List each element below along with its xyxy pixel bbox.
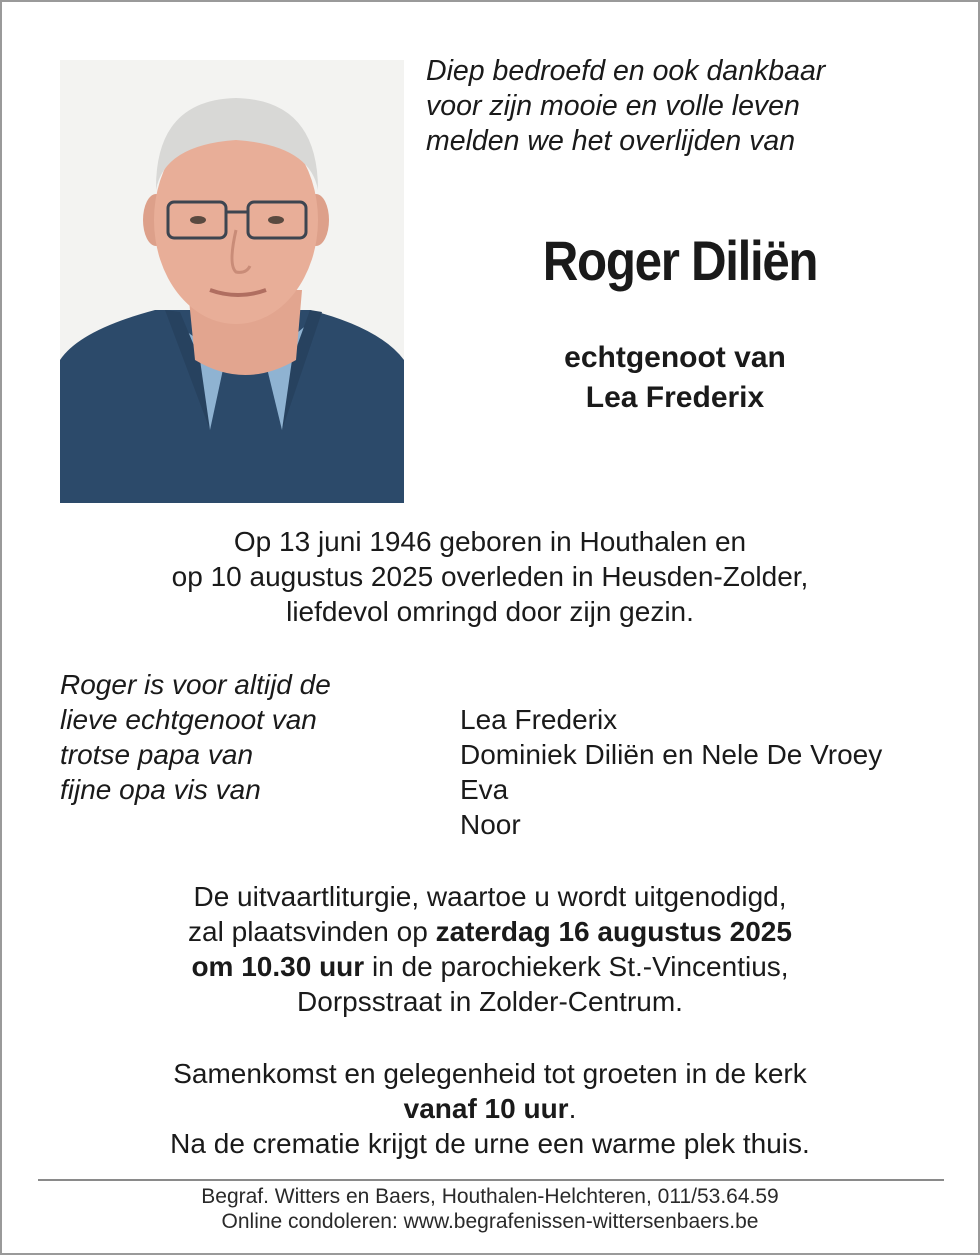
family-intro-row — [60, 667, 940, 702]
intro-line: Diep bedroefd en ook dankbaar — [426, 55, 826, 87]
spouse-relation: echtgenoot van — [564, 341, 786, 374]
family-member: Eva — [460, 774, 509, 805]
family-row — [60, 772, 940, 807]
gathering-time-suffix: . — [568, 1093, 577, 1124]
funeral-location: in de parochiekerk St.-Vincentius, — [364, 951, 789, 982]
funeral-line: De uitvaartliturgie, waartoe u wordt uitgenodigd, — [193, 881, 787, 912]
gathering-line: Samenkomst en gelegenheid tot groeten in de kerk — [173, 1058, 807, 1089]
funeral-home: Begraf. Witters en Baers, Houthalen-Helchteren, 011/53.64.59 — [201, 1185, 779, 1208]
spouse-block — [442, 338, 908, 418]
family-list — [60, 667, 940, 842]
funeral-date-prefix: zal plaatsvinden op — [188, 916, 436, 947]
cremation-line: Na de crematie krijgt de urne een warme plek thuis. — [170, 1128, 810, 1159]
family-member: Noor — [460, 809, 521, 840]
funeral-address: Dorpsstraat in Zolder-Centrum. — [297, 986, 683, 1017]
funeral-details — [2, 879, 978, 1019]
family-relation: trotse papa van — [60, 739, 254, 770]
funeral-time: om 10.30 uur — [191, 951, 365, 982]
portrait-photo — [60, 60, 404, 503]
family-member: Dominiek Diliën en Nele De Vroey — [460, 739, 883, 770]
family-line: liefdevol omringd door zijn gezin. — [286, 596, 694, 627]
family-row — [60, 807, 940, 842]
family-intro: Roger is voor altijd de — [60, 669, 331, 700]
family-relation — [60, 807, 460, 842]
family-row — [60, 702, 940, 737]
funeral-date-line — [2, 914, 978, 949]
family-member: Lea Frederix — [460, 704, 618, 735]
family-row — [60, 737, 940, 772]
intro-line: voor zijn mooie en volle leven — [426, 90, 800, 122]
gathering-time: vanaf 10 uur — [403, 1093, 569, 1124]
footer-divider — [38, 1179, 944, 1181]
spouse-name: Lea Frederix — [585, 381, 765, 414]
gathering-details — [2, 1056, 978, 1161]
family-relation: fijne opa vis van — [60, 774, 261, 805]
funeral-date: zaterdag 16 augustus 2025 — [435, 916, 792, 947]
intro-text — [426, 54, 825, 159]
footer — [2, 1184, 978, 1234]
gathering-time-line — [2, 1091, 978, 1126]
birth-line: Op 13 juni 1946 geboren in Houthalen en — [233, 526, 747, 557]
family-relation: lieve echtgenoot van — [60, 704, 317, 735]
intro-line: melden we het overlijden van — [426, 125, 796, 157]
death-line: op 10 augustus 2025 overleden in Heusden-Zolder, — [171, 561, 809, 592]
online-condolences: Online condoleren: www.begrafenissen-wittersenbaers.be — [221, 1210, 759, 1233]
funeral-time-line — [2, 949, 978, 984]
birth-death-text — [2, 524, 978, 629]
deceased-name: Roger Diliën — [542, 229, 818, 292]
